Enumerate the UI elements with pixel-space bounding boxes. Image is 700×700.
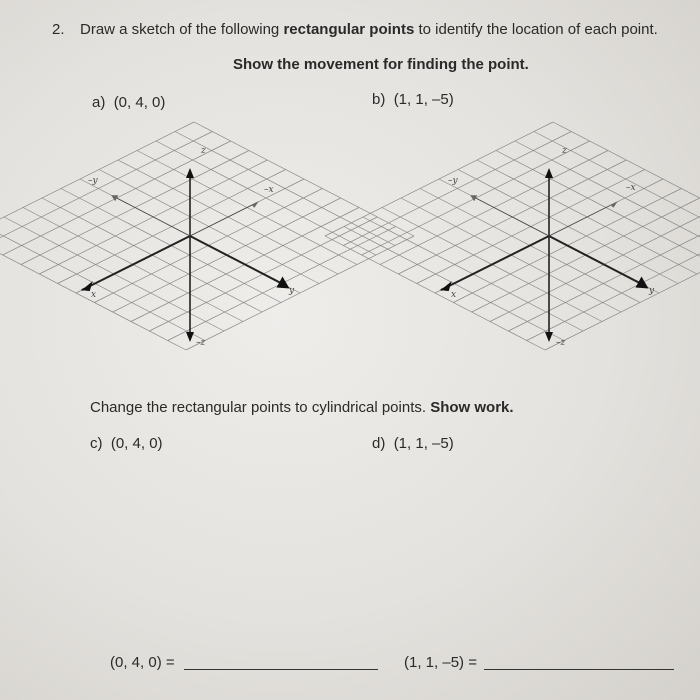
neg-z-arrow-icon [545, 332, 553, 342]
axis-label-x-right: x [451, 290, 457, 300]
y-axis [549, 236, 643, 284]
part-b: b) (1, 1, –5) [372, 91, 454, 108]
axis-label-z-right: z [562, 146, 567, 156]
axis-label-neg-y-left: –y [88, 176, 98, 186]
axis-label-x-left: x [91, 290, 97, 300]
grid-line [508, 217, 700, 331]
question-number: 2. [52, 21, 65, 38]
part-d: d) (1, 1, –5) [372, 435, 454, 452]
grid-line [325, 236, 545, 350]
grid-line [534, 132, 700, 246]
axis-label-neg-z-left: –z [196, 338, 206, 348]
grid-line [545, 236, 700, 350]
answer-blank-1[interactable] [184, 669, 378, 670]
question-subtitle: Show the movement for finding the point. [233, 56, 529, 73]
grid-line [553, 122, 700, 236]
axis-label-z-left: z [201, 146, 206, 156]
axis-label-neg-z-right: –z [556, 338, 566, 348]
answer-blank-2[interactable] [484, 669, 674, 670]
axis-label-y-left: y [289, 286, 295, 296]
z-arrow-icon [545, 168, 553, 178]
axis-label-y-right: y [649, 286, 655, 296]
axis-label-neg-x-left: –x [264, 185, 274, 195]
question-instruction: Draw a sketch of the following rectangular points to identify the location of each point. [80, 21, 658, 38]
axis-label-neg-y-right: –y [448, 176, 458, 186]
part-a: a) (0, 4, 0) [92, 94, 166, 111]
answer-label-2: (1, 1, –5) = [404, 654, 477, 671]
neg-x-arrow-icon [610, 202, 617, 208]
answer-label-1: (0, 4, 0) = [110, 654, 175, 671]
part-c: c) (0, 4, 0) [90, 435, 163, 452]
neg-x-axis [549, 202, 617, 236]
grid-line [515, 141, 700, 255]
axis-label-neg-x-right: –x [626, 183, 636, 193]
grid-line [527, 227, 700, 341]
convert-instruction: Change the rectangular points to cylindrical points. Show work. [90, 399, 514, 416]
grid-line [490, 208, 700, 322]
